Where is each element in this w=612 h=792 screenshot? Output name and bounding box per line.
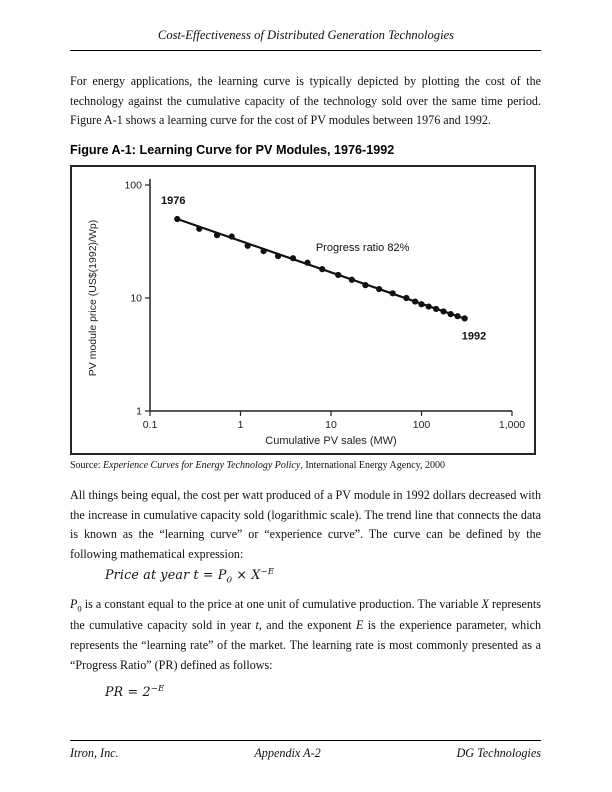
paragraph-text: is the experience parameter, which represents the “learning rate” of the market. The learning rate is most commonly presented as a “Progress Ratio” (PR) defined as follows:: [70, 618, 542, 672]
source-prefix: Source:: [70, 460, 104, 471]
equation-text: PR = 2: [105, 684, 151, 700]
equation-exponent: −E: [150, 684, 165, 694]
svg-text:10: 10: [130, 292, 142, 305]
svg-text:1,000: 1,000: [498, 419, 526, 431]
variable-p0: P: [70, 597, 78, 611]
paragraph-text: is a constant equal to the price at one unit of cumulative production. The variable: [81, 597, 482, 611]
svg-text:10: 10: [325, 419, 337, 431]
equation-exponent: −E: [260, 567, 275, 577]
footer-rule: [70, 740, 541, 741]
svg-text:1: 1: [237, 419, 244, 431]
svg-text:Progress ratio 82%: Progress ratio 82%: [315, 242, 410, 255]
variable-t: t: [255, 618, 259, 633]
figure-a1-chart: [70, 165, 536, 455]
svg-text:100: 100: [412, 419, 431, 431]
equation-price: [105, 567, 274, 586]
variable-e: E: [356, 618, 364, 633]
equation-text: Price at year t = P: [105, 567, 227, 583]
paragraph-2: All things being equal, the cost per watt produced of a PV module in 1992 dollars decreased with the increase in cumulative capacity sold (logarithmic scale). The trend line that connects the data is known as the “learning curve” or “experience curve”. The curve can be defined by the following mathematical expression:: [70, 488, 541, 562]
footer-center: Appendix A-2: [254, 746, 321, 760]
page-footer: [70, 746, 541, 761]
running-header: Cost-Effectiveness of Distributed Generation Technologies: [157, 28, 455, 42]
learning-curve-svg: [72, 167, 534, 453]
svg-text:PV module price (US$(1992)/Wp): PV module price (US$(1992)/Wp): [87, 219, 99, 377]
equation-subscript: 0: [226, 575, 233, 586]
paragraph-text: represents the cumulative capacity sold in year: [70, 597, 541, 633]
figure-source: [70, 460, 445, 471]
footer-right: DG Technologies: [456, 746, 541, 760]
source-title: Experience Curves for Energy Technology Policy: [103, 460, 301, 471]
svg-text:1992: 1992: [461, 330, 487, 343]
paragraph-text: , and the exponent: [258, 618, 357, 633]
source-suffix: , International Energy Agency, 2000: [300, 460, 445, 471]
paragraph-1: For energy applications, the learning curve is typically depicted by plotting the cost of the technology against the cumulative capacity of the technology sold over the same time period. Figure A-1 shows a learning curve for the cost of PV modules between 1976 and 1992.: [70, 74, 541, 128]
header-rule: [70, 50, 541, 51]
equation-text: × X: [232, 567, 261, 583]
svg-text:100: 100: [124, 179, 142, 192]
paragraph-3: [70, 595, 541, 675]
variable-p0-sub: 0: [77, 603, 82, 614]
footer-left: Itron, Inc.: [70, 746, 119, 760]
figure-caption: Figure A-1: Learning Curve for PV Modules, 1976-1992: [70, 143, 395, 157]
svg-text:0.1: 0.1: [142, 419, 158, 431]
svg-text:Cumulative PV sales (MW): Cumulative PV sales (MW): [265, 435, 397, 447]
equation-progress-ratio: [105, 684, 164, 699]
svg-text:1976: 1976: [161, 195, 186, 208]
variable-x: X: [481, 597, 489, 611]
svg-text:1: 1: [136, 405, 142, 418]
